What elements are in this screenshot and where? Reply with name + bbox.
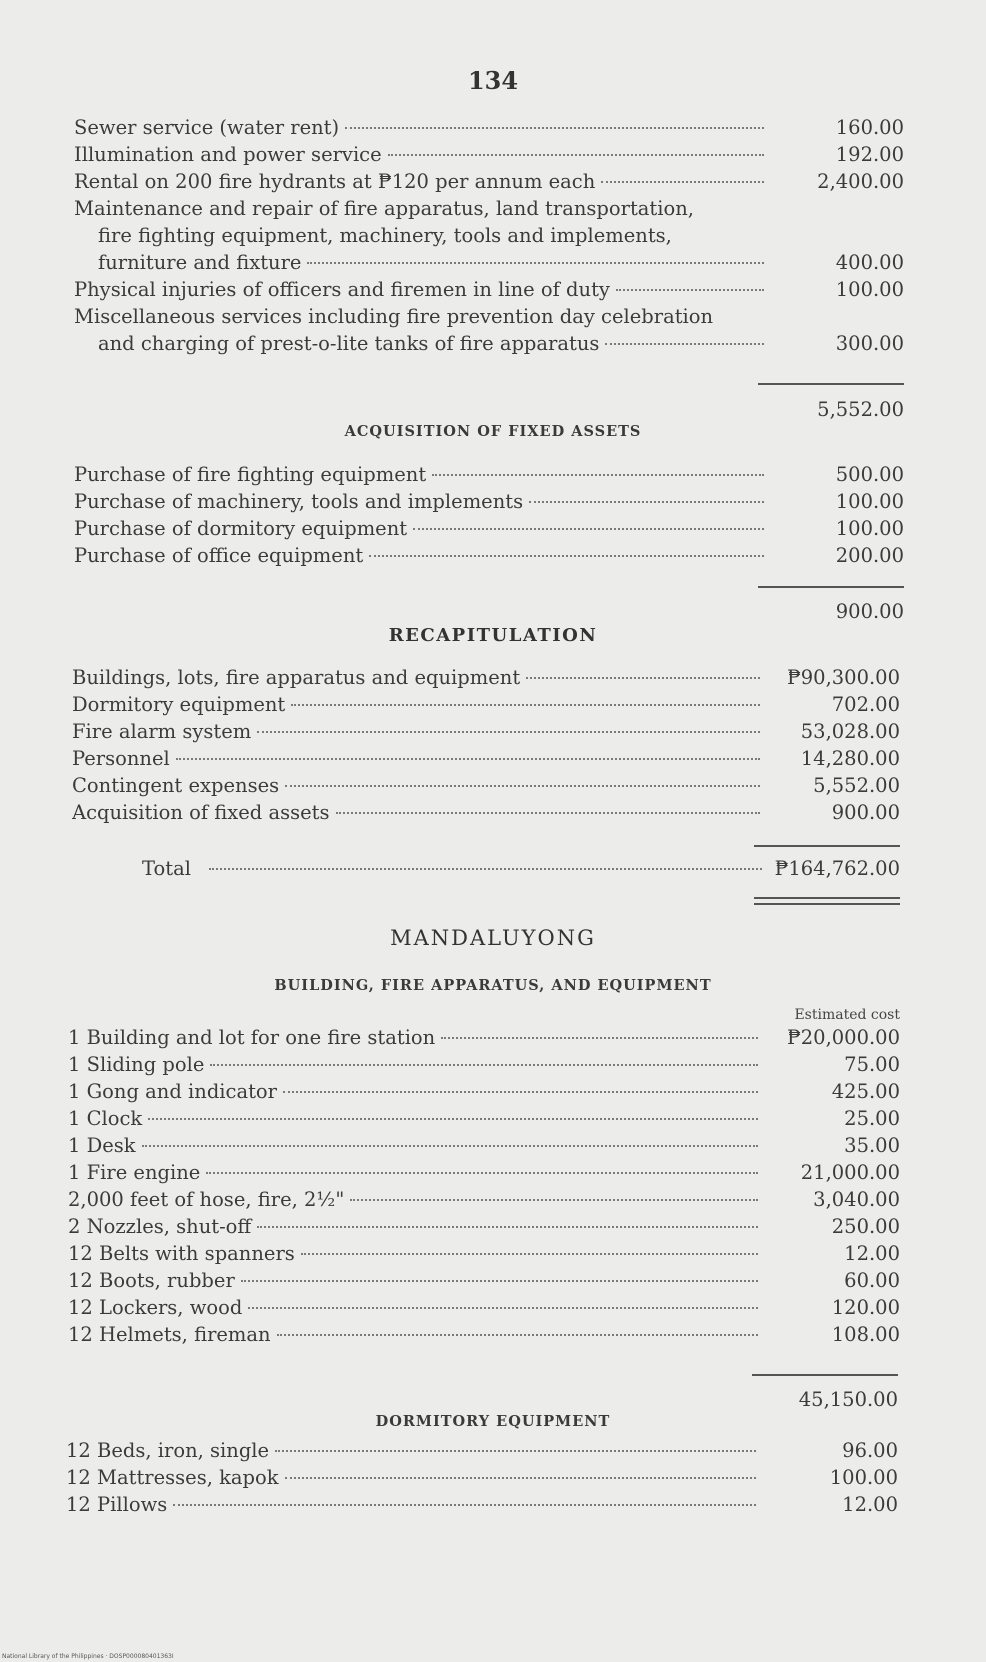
item-label-line: Maintenance and repair of fire apparatus, land transportation, [74, 197, 694, 220]
municipality-heading: MANDALUYONG [390, 926, 596, 950]
leader-dots [142, 1145, 758, 1147]
item-label: Rental on 200 fire hydrants at ₱120 per annum each [74, 170, 596, 193]
leader-dots [307, 262, 764, 264]
item-label: Purchase of machinery, tools and implements [74, 490, 524, 513]
table-row [0, 718, 986, 745]
item-label: 2 Nozzles, shut-off [68, 1215, 252, 1238]
dormitory-heading: DORMITORY EQUIPMENT [375, 1413, 611, 1430]
item-amount: 500.00 [835, 463, 904, 486]
subtotal-rule [758, 383, 904, 385]
page-number: 134 [467, 66, 519, 95]
item-amount: ₱90,300.00 [786, 666, 900, 689]
item-label: Purchase of dormitory equipment [74, 517, 408, 540]
item-amount: 5,552.00 [813, 774, 900, 797]
recapitulation-list [0, 664, 986, 826]
double-rule-top [754, 897, 900, 899]
table-row [0, 1078, 986, 1105]
item-label: Personnel [72, 747, 170, 770]
table-row [0, 114, 986, 141]
leader-dots [148, 1118, 758, 1120]
table-row [0, 249, 986, 276]
item-label: 1 Clock [68, 1107, 143, 1130]
leader-dots [206, 1172, 758, 1174]
table-row [0, 1267, 986, 1294]
table-row [0, 542, 986, 569]
item-amount: 25.00 [844, 1107, 900, 1130]
item-amount: ₱20,000.00 [786, 1026, 900, 1049]
item-amount: 300.00 [835, 332, 904, 355]
item-label: 12 Mattresses, kapok [66, 1466, 279, 1489]
item-label: 12 Boots, rubber [68, 1269, 235, 1292]
table-row [0, 1321, 986, 1348]
table-row [0, 1024, 986, 1051]
leader-dots [277, 1334, 758, 1336]
table-row [0, 745, 986, 772]
leader-dots [257, 731, 760, 733]
item-amount: 200.00 [835, 544, 904, 567]
item-amount: 702.00 [831, 693, 900, 716]
leader-dots [283, 1091, 758, 1093]
item-amount: 250.00 [831, 1215, 900, 1238]
leader-dots [601, 181, 764, 183]
table-row [0, 664, 986, 691]
table-row [0, 488, 986, 515]
table-row [0, 141, 986, 168]
item-amount: 100.00 [835, 490, 904, 513]
item-amount: 100.00 [835, 278, 904, 301]
leader-dots [241, 1280, 758, 1282]
item-amount: 12.00 [844, 1242, 900, 1265]
table-row [0, 1294, 986, 1321]
item-label: 1 Desk [68, 1134, 136, 1157]
item-label: 12 Beds, iron, single [66, 1439, 270, 1462]
acquisition-heading: ACQUISITION OF FIXED ASSETS [344, 423, 642, 440]
table-row [0, 515, 986, 542]
leader-dots [369, 555, 764, 557]
leader-dots [345, 127, 764, 129]
table-row [0, 1132, 986, 1159]
item-label: 12 Pillows [66, 1493, 168, 1516]
item-amount: 2,400.00 [817, 170, 904, 193]
item-label: Illumination and power service [74, 143, 382, 166]
item-label: Fire alarm system [72, 720, 252, 743]
leader-dots [301, 1253, 758, 1255]
item-amount: 53,028.00 [800, 720, 900, 743]
item-amount: 75.00 [844, 1053, 900, 1076]
item-amount: 900.00 [831, 801, 900, 824]
item-amount: 100.00 [829, 1466, 898, 1489]
table-row [0, 1159, 986, 1186]
leader-dots [176, 758, 760, 760]
leader-dots [291, 704, 760, 706]
dormitory-equipment-list [0, 1437, 986, 1518]
leader-dots [336, 812, 761, 814]
double-rule-bottom [754, 903, 900, 905]
item-label: 12 Helmets, fireman [68, 1323, 271, 1346]
item-amount: 96.00 [842, 1439, 898, 1462]
item-label: Buildings, lots, fire apparatus and equipment [72, 666, 521, 689]
table-row [0, 1464, 986, 1491]
leader-dots [275, 1450, 756, 1452]
item-continuation [0, 303, 986, 330]
item-amount: 21,000.00 [800, 1161, 900, 1184]
item-label: Dormitory equipment [72, 693, 286, 716]
contingent-expenses-list [0, 114, 986, 357]
table-row [0, 276, 986, 303]
item-label-line: fire fighting equipment, machinery, tools and implements, [98, 224, 672, 247]
table-row [0, 691, 986, 718]
leader-dots [210, 1064, 758, 1066]
item-label: Purchase of office equipment [74, 544, 364, 567]
total-rule [754, 845, 900, 847]
item-amount: 100.00 [835, 517, 904, 540]
contingent-subtotal: 5,552.00 [817, 398, 904, 421]
item-label: 1 Fire engine [68, 1161, 201, 1184]
leader-dots [248, 1307, 758, 1309]
leader-dots [285, 785, 760, 787]
building-subtotal: 45,150.00 [798, 1388, 898, 1411]
item-continuation [0, 222, 986, 249]
table-row [0, 1491, 986, 1518]
item-continuation [0, 195, 986, 222]
item-label: 1 Gong and indicator [68, 1080, 277, 1103]
leader-dots [529, 501, 764, 503]
recapitulation-heading: RECAPITULATION [388, 625, 598, 646]
table-row [0, 330, 986, 357]
item-amount: 60.00 [844, 1269, 900, 1292]
table-row [0, 1186, 986, 1213]
item-amount: 108.00 [831, 1323, 900, 1346]
item-amount: 160.00 [835, 116, 904, 139]
leader-dots [432, 474, 764, 476]
table-row [0, 1051, 986, 1078]
subtotal-rule [758, 586, 904, 588]
item-amount: 425.00 [831, 1080, 900, 1103]
acquisition-list [0, 461, 986, 569]
table-row [0, 1105, 986, 1132]
item-label: Physical injuries of officers and firemen in line of duty [74, 278, 610, 301]
item-label: Contingent expenses [72, 774, 280, 797]
item-amount: 120.00 [831, 1296, 900, 1319]
acquisition-subtotal: 900.00 [835, 600, 904, 623]
item-amount: 3,040.00 [813, 1188, 900, 1211]
leader-dots [616, 289, 764, 291]
item-label: 1 Sliding pole [68, 1053, 205, 1076]
item-label: and charging of prest-o-lite tanks of fire apparatus [98, 332, 600, 355]
leader-dots [173, 1504, 756, 1506]
building-heading: BUILDING, FIRE APPARATUS, AND EQUIPMENT [274, 977, 712, 994]
item-label: 12 Belts with spanners [68, 1242, 295, 1265]
subtotal-rule [752, 1374, 898, 1376]
item-amount: 400.00 [835, 251, 904, 274]
table-row [0, 1213, 986, 1240]
leader-dots [350, 1199, 758, 1201]
item-label: furniture and fixture [98, 251, 302, 274]
table-row [0, 1240, 986, 1267]
total-amount: ₱164,762.00 [774, 857, 900, 880]
table-row [0, 461, 986, 488]
total-label: Total [142, 857, 191, 880]
leader-dots [388, 154, 764, 156]
leader-dots [441, 1037, 758, 1039]
item-amount: 14,280.00 [800, 747, 900, 770]
item-label: Purchase of fire fighting equipment [74, 463, 427, 486]
leader-dots [257, 1226, 758, 1228]
leader-dots [413, 528, 764, 530]
leader-dots [526, 677, 760, 679]
item-label: 2,000 feet of hose, fire, 2½" [68, 1188, 345, 1211]
table-row [0, 168, 986, 195]
item-amount: 192.00 [835, 143, 904, 166]
footer-watermark: National Library of the Philippines · DOSP000080401363I [2, 1653, 174, 1660]
item-label: 1 Building and lot for one fire station [68, 1026, 436, 1049]
item-amount: 12.00 [842, 1493, 898, 1516]
recapitulation-total-row [0, 855, 986, 882]
item-amount: 35.00 [844, 1134, 900, 1157]
table-row [0, 1437, 986, 1464]
item-label-line: Miscellaneous services including fire prevention day celebration [74, 305, 714, 328]
building-equipment-list [0, 1024, 986, 1348]
leader-dots [285, 1477, 756, 1479]
item-label: 12 Lockers, wood [68, 1296, 243, 1319]
item-label: Sewer service (water rent) [74, 116, 340, 139]
leader-dots [605, 343, 764, 345]
table-row [0, 772, 986, 799]
table-row [0, 799, 986, 826]
item-label: Acquisition of fixed assets [72, 801, 330, 824]
estimated-cost-header: Estimated cost [794, 1007, 900, 1023]
